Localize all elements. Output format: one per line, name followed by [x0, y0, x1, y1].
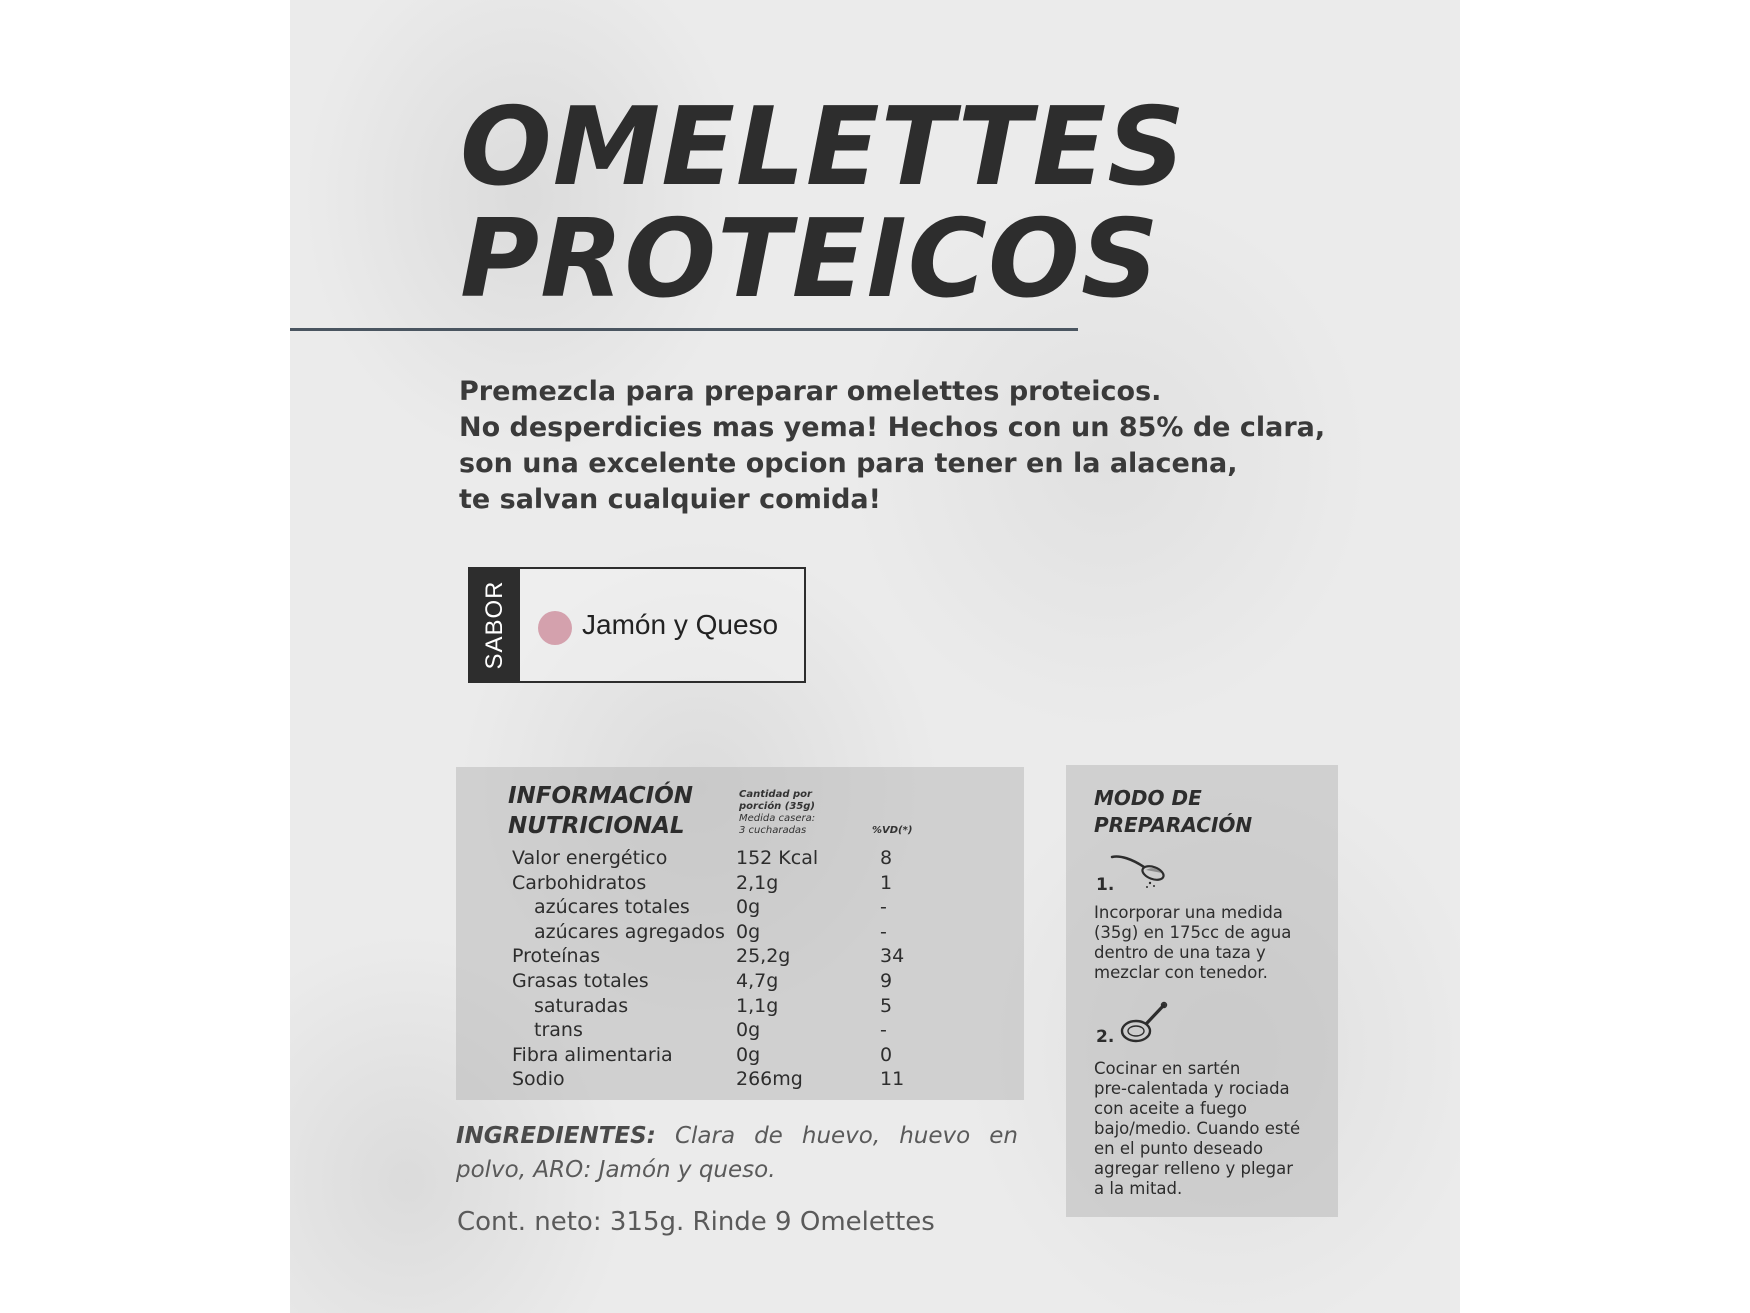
- nutrient-name: azúcares agregados: [534, 920, 725, 943]
- net-content: Cont. neto: 315g. Rinde 9 Omelettes: [457, 1207, 935, 1237]
- description-line: Premezcla para preparar omelettes proteicos.: [459, 376, 1162, 407]
- nutrition-title-line-1: INFORMACIÓN: [508, 783, 693, 809]
- flavor-box: [468, 567, 806, 683]
- nutrient-daily-value: -: [880, 896, 887, 919]
- portion-info: [739, 789, 815, 837]
- nutrition-row: [512, 847, 1012, 872]
- description-line: te salvan cualquier comida!: [459, 484, 881, 515]
- step-line: (35g) en 175cc de agua: [1094, 923, 1292, 942]
- product-description: [459, 374, 1326, 518]
- ingredients: [456, 1119, 1018, 1187]
- nutrient-daily-value: 5: [880, 994, 893, 1017]
- title-line-2: PROTEICOS: [460, 197, 1160, 322]
- nutrient-name: Valor energético: [512, 847, 668, 869]
- product-title: [460, 85, 1187, 322]
- title-line-1: OMELETTES: [460, 85, 1187, 210]
- step-line: mezclar con tenedor.: [1094, 963, 1268, 982]
- step-2-number: 2.: [1096, 1027, 1115, 1047]
- nutrition-row: [512, 995, 1012, 1020]
- flavor-label: SABOR: [481, 580, 508, 670]
- nutrition-row: [512, 1044, 1012, 1069]
- nutrient-daily-value: 34: [880, 945, 905, 968]
- nutrient-amount: 0g: [736, 896, 761, 919]
- step-line: bajo/medio. Cuando esté: [1094, 1119, 1301, 1138]
- nutrient-name: Carbohidratos: [512, 871, 647, 894]
- step-line: agregar relleno y plegar: [1094, 1159, 1294, 1178]
- description-line: No desperdicies mas yema! Hechos con un 85% de clara,: [459, 412, 1326, 443]
- nutrient-daily-value: 1: [880, 871, 893, 894]
- nutrient-daily-value: 8: [880, 847, 893, 869]
- nutrient-amount: 2,1g: [736, 871, 779, 894]
- flavor-name: Jamón y Queso: [582, 609, 779, 640]
- nutrition-row: [512, 921, 1012, 946]
- nutrient-amount: 0g: [736, 1019, 761, 1042]
- step-line: a la mitad.: [1094, 1179, 1183, 1198]
- step-1-text: [1094, 903, 1291, 983]
- description-line: son una excelente opcion para tener en la alacena,: [459, 448, 1238, 479]
- flavor-tab: [470, 569, 520, 681]
- preparation-title-line-1: MODO DE: [1094, 786, 1202, 810]
- daily-value-header: %VD(*): [872, 825, 913, 836]
- step-line: con aceite a fuego: [1094, 1099, 1247, 1118]
- nutrient-amount: 266mg: [736, 1068, 803, 1091]
- nutrient-daily-value: -: [880, 920, 887, 943]
- nutrient-amount: 1,1g: [736, 994, 779, 1017]
- nutrition-row: [512, 896, 1012, 921]
- nutrient-name: azúcares totales: [534, 896, 690, 919]
- portion-line: 3 cucharadas: [739, 825, 807, 836]
- nutrient-name: Proteínas: [512, 945, 601, 968]
- nutrient-name: Sodio: [512, 1068, 565, 1091]
- ingredients-label: INGREDIENTES:: [456, 1123, 656, 1149]
- preparation-panel: [1066, 765, 1338, 1217]
- nutrition-table: [512, 847, 1012, 1093]
- portion-line: Cantidad por: [739, 789, 812, 800]
- title-divider: [290, 328, 1078, 331]
- nutrition-row: [512, 970, 1012, 995]
- step-line: Cocinar en sartén: [1094, 1059, 1241, 1078]
- spoon-icon: [1110, 851, 1172, 891]
- nutrient-daily-value: 9: [880, 969, 893, 992]
- nutrient-name: Grasas totales: [512, 969, 649, 992]
- nutrition-facts-panel: [456, 767, 1024, 1100]
- nutrient-name: saturadas: [534, 994, 629, 1017]
- nutrition-row: [512, 872, 1012, 897]
- nutrient-amount: 0g: [736, 1043, 761, 1066]
- preparation-title: [1094, 785, 1252, 839]
- nutrition-title: [508, 781, 693, 841]
- nutrient-daily-value: 11: [880, 1068, 905, 1091]
- nutrient-amount: 0g: [736, 920, 761, 943]
- nutrition-row: [512, 945, 1012, 970]
- nutrient-daily-value: -: [880, 1019, 887, 1042]
- nutrient-daily-value: 0: [880, 1043, 893, 1066]
- portion-line: porción (35g): [739, 801, 816, 812]
- nutrition-row: [512, 1019, 1012, 1044]
- portion-line: Medida casera:: [739, 813, 816, 824]
- nutrient-amount: 4,7g: [736, 969, 779, 992]
- preparation-title-line-2: PREPARACIÓN: [1094, 813, 1253, 837]
- step-1-number: 1.: [1096, 875, 1115, 895]
- nutrient-name: Fibra alimentaria: [512, 1043, 673, 1066]
- flavor-color-dot-icon: [538, 611, 572, 645]
- nutrient-name: trans: [534, 1019, 583, 1042]
- nutrient-amount: 152 Kcal: [736, 847, 819, 869]
- step-line: en el punto deseado: [1094, 1139, 1264, 1158]
- nutrient-amount: 25,2g: [736, 945, 791, 968]
- nutrition-title-line-2: NUTRICIONAL: [508, 813, 685, 839]
- step-2-text: [1094, 1059, 1300, 1199]
- frying-pan-icon: [1120, 1001, 1170, 1045]
- step-line: Incorporar una medida: [1094, 903, 1283, 922]
- nutrition-row: [512, 1068, 1012, 1093]
- step-line: pre-calentada y rociada: [1094, 1079, 1290, 1098]
- ingredients-text: Clara de huevo, huevo en polvo, ARO: Jamón y queso.: [456, 1123, 1018, 1183]
- step-line: dentro de una taza y: [1094, 943, 1266, 962]
